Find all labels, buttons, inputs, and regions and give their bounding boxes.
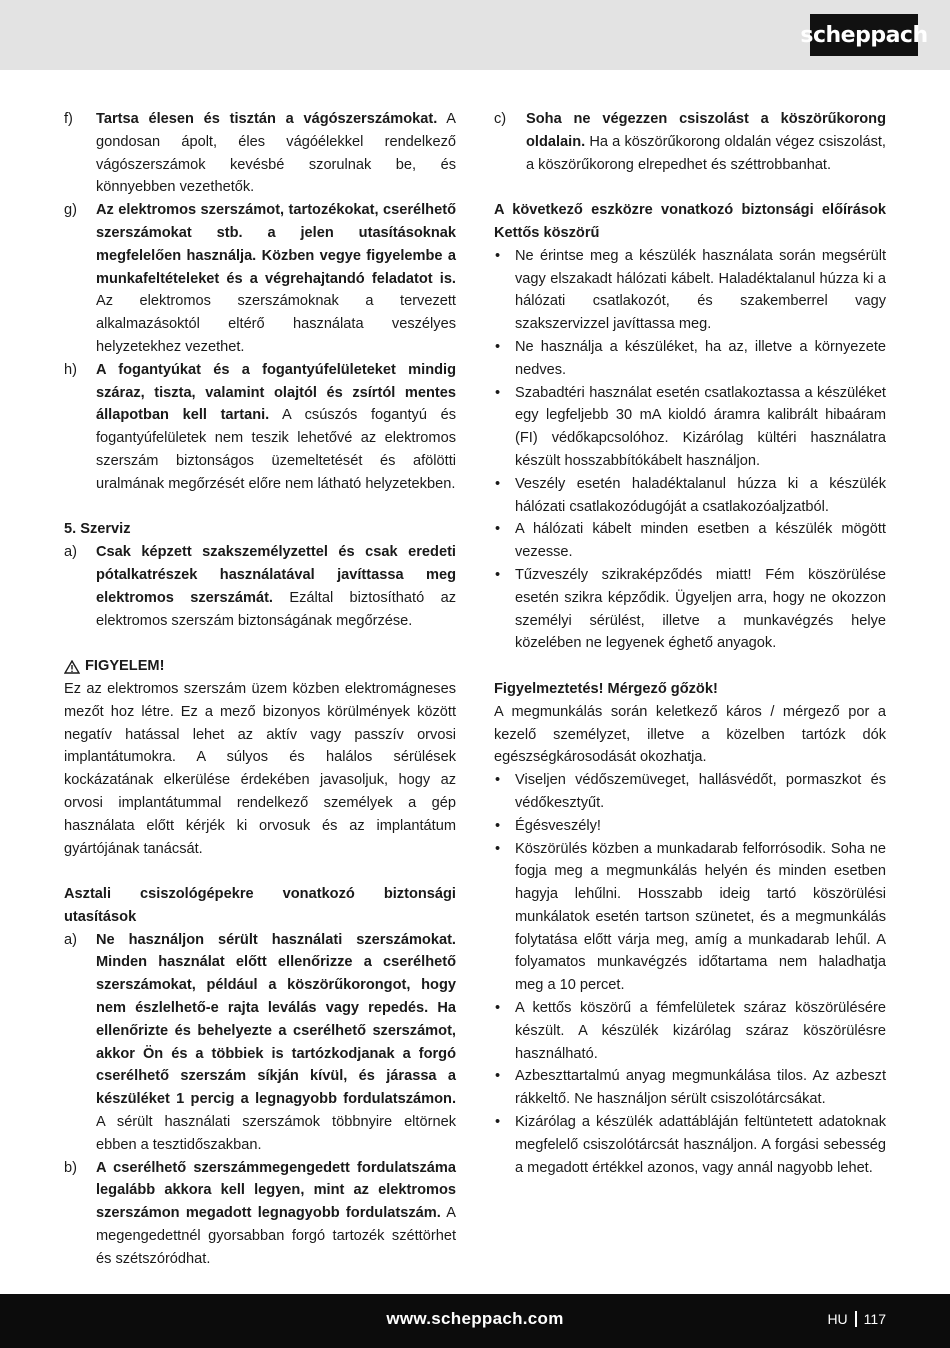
item-text: Ezáltal biztosítható az elektromos szerszám biztonságának megőrzése. <box>96 589 456 629</box>
list-item: • Égésveszély! <box>495 817 601 834</box>
list-item: • Ne használja a készüléket, ha az, illetve a környezete nedves. <box>495 338 886 378</box>
item-f <box>64 108 456 199</box>
list-item: • Szabadtéri használat esetén csatlakoztassa a készüléket egy legfeljebb 30 mA kioldó áramra kalibrált hibaáram (FI) védőkapcsolóhoz. Kizárólag kültéri használatra készült hosszabbítókábelt használjon. <box>495 384 886 469</box>
toxic-heading: Figyelmeztetés! Mérgező gőzök! <box>494 680 718 697</box>
left-column <box>64 108 456 1271</box>
double-grinder-heading: A következő eszközre vonatkozó biztonsági előírások Kettős köszörű <box>494 202 886 241</box>
warning-title: FIGYELEM! <box>85 658 165 675</box>
item-text: A sérült használati szerszámok többnyire eltörnek ebben a tesztidőszakban. <box>96 1114 456 1153</box>
website-link[interactable]: www.scheppach.com <box>386 1309 564 1328</box>
item-text: Ha a köszörűkorong oldalán végez csiszolást, a köszörűkorong elrepedhet és széttrobbanhat. <box>526 133 886 173</box>
item-bold: Az elektromos szerszámot, tartozékokat, cserélhető szerszámokat stb. a jelen utasításoknak megfelelően használja. Közben vegye figyelembe a munkafeltételeket és a végrehajtandó feladatot is. <box>96 202 456 287</box>
toxic-intro: A megmunkálás során keletkező káros / mérgező por a kezelő személyzet, illetve a közelben tartózk dók egészségkárosodását okozhatja. <box>494 703 886 766</box>
item-bold: A fogantyúkat és a fogantyúfelületeket mindig száraz, tiszta, valamint olajtól és zsírtól mentes állapotban kell tartani. <box>96 361 456 424</box>
bench-item-a <box>64 929 456 1157</box>
item-text: A gondosan ápolt, éles vágóélekkel rendelkező vágószerszámok kevésbé szorulnak be, és könnyebben vezethetők. <box>96 111 456 196</box>
list-item: • Ne érintse meg a készülék használata során megsérült vagy elszakadt hálózati kábelt. Haladéktalanul húzza ki a hálózati csatlakozót, és szakemberrel vagy szakszervizzel javíttassa meg. <box>495 247 886 333</box>
list-item: • A hálózati kábelt minden esetben a készülék mögött vezesse. <box>495 521 886 561</box>
list-item: • Tűzveszély szikraképződés miatt! Fém köszörülése esetén szikra képződik. Ügyeljen arra, hogy ne okozzon személyi sérülést, illetve a munkavégzés helye közelében ne legyenek éghető anyagok. <box>495 566 886 652</box>
footer-bar <box>0 1294 950 1348</box>
list-item: • Veszély esetén haladéktalanul húzza ki a készülék hálózati csatlakozódugóját a csatlakozóaljzatból. <box>495 475 886 515</box>
item-g <box>64 199 456 359</box>
language-code: HU <box>827 1311 848 1327</box>
brand-logo: scheppach <box>810 14 918 56</box>
list-item: • Kizárólag a készülék adattábláján feltüntetett adatoknak megfelelő csiszolótárcsát használjon. A forgási sebesség a megadott értékkel azonos, vagy annál nagyobb lehet. <box>495 1114 886 1176</box>
item-bold: Ne használjon sérült használati szerszámokat. Minden használat előtt ellenőrizze a cserélhető szerszámokat, például a köszörűkorongot, hogy nem észlelhető-e rajta leválás vagy repedés. Ha ellenőrizte és behelyezte a cserélhető szerszámot, akkor Ön és a többiek is tartózkodjanak a forgó cserélhető szerszám síkján kívül, és járassa a készüléket 1 percig a legnagyobb fordulatszámon. <box>96 931 456 1108</box>
top-bar <box>0 0 950 70</box>
item-c <box>494 108 886 176</box>
bench-item-b <box>64 1157 456 1271</box>
item-text: Az elektromos szerszámoknak a tervezett alkalmazásoktól eltérő használata veszélyes helyzetekhez vezethet. <box>96 293 456 355</box>
list-item: • Viseljen védőszemüveget, hallásvédőt, pormaszkot és védőkesztyűt. <box>495 772 886 811</box>
item-label: a) <box>64 544 77 561</box>
item-text: A megengedettnél gyorsabban forgó tartozék széttörhet és szétszóródhat. <box>96 1205 456 1267</box>
warning-triangle-icon <box>64 660 80 674</box>
item-label: b) <box>64 1159 77 1176</box>
list-item: • Köszörülés közben a munkadarab felforrósodik. Soha ne fogja meg a megmunkálás helyén és minden esetben hagyja lehűlni. Hosszabb ideig tartó köszörülési munkálatok esetén tartson szünetet, és a megmunkálás folytatása előtt várja meg, amíg a munkadarab lehűl. A folyamatos munkavégzés időtartama nem haladhatja meg a 10 percet. <box>495 840 886 994</box>
bench-heading: Asztali csiszológépekre vonatkozó biztonsági utasítások <box>64 886 456 925</box>
separator <box>855 1311 857 1327</box>
service-item-a <box>64 541 456 632</box>
warning-heading <box>64 655 456 678</box>
page-number: 117 <box>863 1311 886 1327</box>
warning-text: Ez az elektromos szerszám üzem közben elektromágneses mezőt hoz létre. Ez a mező bizonyos körülmények között negatív hatással lehet az aktív vagy passzív orvosi implantátumokra. A súlyos és halálos sérülések kockázatának elkerülése érdekében javasoljuk, hogy az orvosi implantátummal rendelkező személyek a gép használata előtt kérjék ki orvosuk és az implantátum gyártójának tanácsát. <box>64 680 456 857</box>
item-bold: Tartsa élesen és tisztán a vágószerszámokat. <box>96 111 438 127</box>
item-text: A csúszós fogantyú és fogantyúfelületek nem teszik lehetővé az elektromos szerszám biztonságos üzemeltetését és afölötti uralmának megőrzését előre nem látható helyzetekben. <box>96 407 456 492</box>
item-label: c) <box>494 111 507 127</box>
item-label: g) <box>64 202 77 219</box>
item-h <box>64 359 456 496</box>
item-bold: Csak képzett szakszemélyzettel és csak eredeti pótalkatrészek használatával javíttassa meg elektromos szerszámát. <box>96 544 456 606</box>
item-label: f) <box>64 111 73 127</box>
page-indicator <box>827 1311 886 1327</box>
right-column <box>494 108 886 1179</box>
item-bold: Soha ne végezzen csiszolást a köszörűkorong oldalain. <box>526 111 886 150</box>
item-label: a) <box>64 931 77 948</box>
item-label: h) <box>64 361 77 378</box>
service-heading: 5. Szerviz <box>64 521 131 538</box>
item-bold: A cserélhető szerszámmegengedett fordulatszáma legalább akkora kell legyen, mint az elektromos szerszámon megadott legnagyobb fordulatszám. <box>96 1159 456 1222</box>
list-item: • A kettős köszörű a fémfelületek száraz köszörülésére készült. A készülék kizárólag száraz köszörülésre használható. <box>495 1000 886 1062</box>
list-item: • Azbeszttartalmú anyag megmunkálása tilos. Az azbeszt rákkeltő. Ne használjon sérült csiszolótárcsákat. <box>495 1068 886 1108</box>
